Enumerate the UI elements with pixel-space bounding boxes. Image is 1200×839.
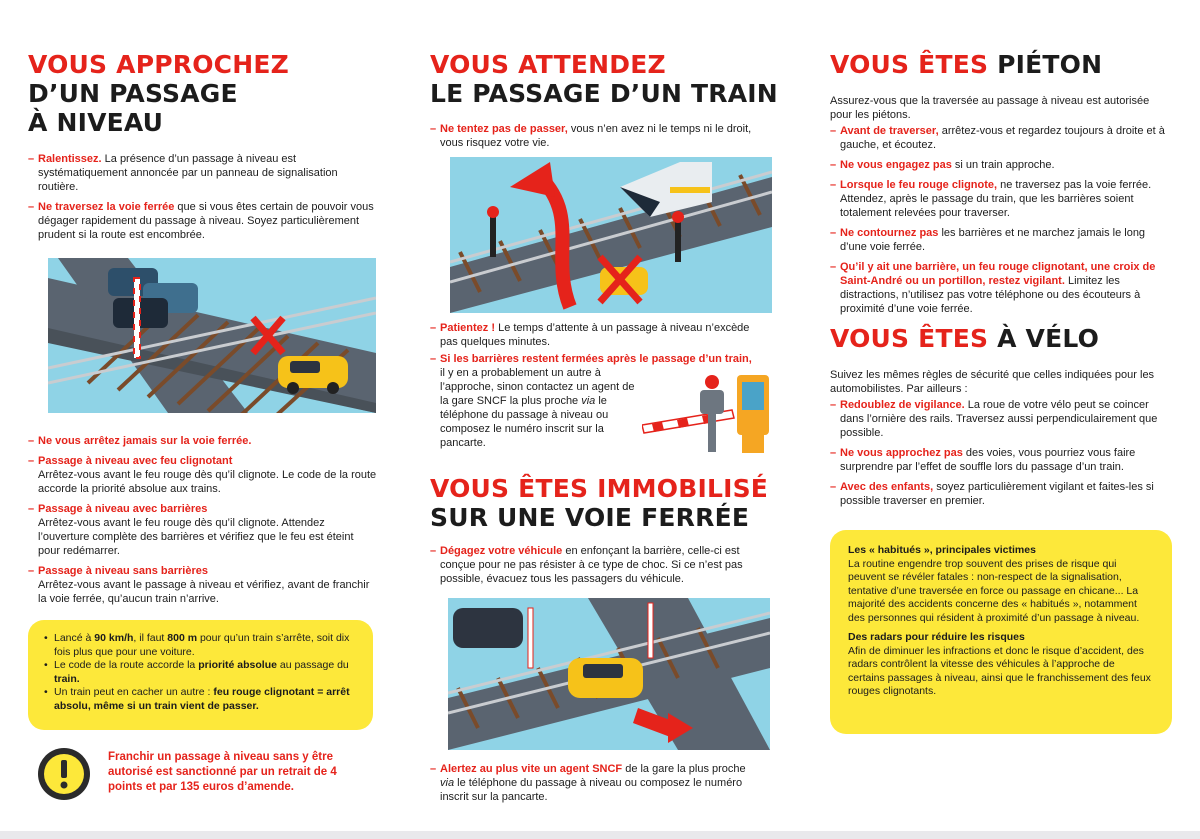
illustration-train-approaching	[450, 157, 772, 313]
title-pedestrian: VOUS ÊTES PIÉTON	[830, 50, 1103, 79]
list-item: – Redoublez de vigilance. La roue de votre vélo peut se coincer dans l’ornière des rails. Traversez aussi perpendiculairement que possible.	[830, 398, 1170, 440]
radars-heading: Des radars pour réduire les risques	[848, 631, 1025, 643]
approach-top-list	[28, 146, 378, 242]
list-item: – Qu’il y ait une barrière, un feu rouge clignotant, une croix de Saint-André ou un portillon, restez vigilant. Limitez les distractions, n’utilisez pas votre téléphone ou des écouteurs à proximité d’une voie ferrée.	[830, 260, 1170, 316]
list-item: – Ralentissez. La présence d’un passage à niveau est systématiquement annoncée par un panneau de signalisation routière.	[28, 152, 378, 194]
title-stuck: VOUS ÊTES IMMOBILISÉ SUR UNE VOIE FERRÉE	[430, 474, 769, 532]
list-item: – Alertez au plus vite un agent SNCF de la gare la plus proche via le téléphone du passage à niveau ou composez le numéro inscrit sur la pancarte.	[430, 762, 760, 804]
warning-icon	[36, 746, 92, 802]
title-waiting: VOUS ATTENDEZ LE PASSAGE D’UN TRAIN	[430, 50, 778, 108]
cyclist-section	[830, 362, 1170, 508]
waiting-list-2	[430, 315, 760, 349]
list-item: – Ne vous arrêtez jamais sur la voie ferrée.	[28, 434, 378, 448]
fact-bullet: • Lancé à 90 km/h, il faut 800 m pour qu’un train s’arrête, soit dix fois plus que pour une voiture.	[44, 632, 357, 659]
title-approach	[28, 50, 368, 137]
radars-text: Afin de diminuer les infractions et donc le risque d’accident, des radars contrôlent la vitesse des véhicules à l’approche de certains passages à niveau, ainsi que le franchissement des feux rouges clignotants.	[848, 644, 1151, 697]
pedestrian-intro: Assurez-vous que la traversée au passage à niveau est autorisée pour les piétons.	[830, 95, 1150, 121]
title-approach-red: VOUS APPROCHEZ	[28, 50, 289, 79]
illustration-car-breaking-barrier	[448, 598, 770, 750]
key-facts-box	[28, 620, 373, 730]
bottom-strip	[0, 831, 1200, 839]
list-item: – Dégagez votre véhicule en enfonçant la barrière, celle-ci est conçue pour ne pas résister à ce type de choc. Si ce n’est pas possible, évacuez tous les passagers du véhicule.	[430, 544, 775, 586]
list-item: – Lorsque le feu rouge clignote, ne traversez pas la voie ferrée. Attendez, après le passage du train, que les barrières soient totalement relevées pour traverser.	[830, 178, 1170, 220]
title-approach-dark-1: D’UN PASSAGE	[28, 79, 238, 108]
fact-bullet: • Un train peut en cacher un autre : feu rouge clignotant = arrêt absolu, même si un train vient de passer.	[44, 686, 357, 713]
list-item: – Passage à niveau avec barrières Arrêtez-vous avant le feu rouge dès qu’il clignote. Attendez l’ouverture complète des barrières et vérifiez que le feu est éteint pour redémarrer.	[28, 502, 378, 558]
list-item: – Si les barrières restent fermées après le passage d’un train,il y en a probablement un autre à l’approche, sinon contactez un agent de la gare SNCF la plus proche via le téléphone du passage à niveau ou composez le numéro inscrit sur la pancarte.	[430, 352, 760, 450]
list-item: – Patientez ! Le temps d’attente à un passage à niveau n’excède pas quelques minutes.	[430, 321, 760, 349]
list-item: – Ne contournez pas les barrières et ne marchez jamais le long d’une voie ferrée.	[830, 226, 1170, 254]
stuck-list-2	[430, 756, 760, 804]
list-item: – Avec des enfants, soyez particulièrement vigilant et faites-les si possible traverser en premier.	[830, 480, 1170, 508]
list-item: – Avant de traverser, arrêtez-vous et regardez toujours à droite et à gauche, et écoutez.	[830, 124, 1170, 152]
stuck-list-1	[430, 538, 775, 586]
cyclist-intro: Suivez les mêmes règles de sécurité que celles indiquées pour les automobilistes. Par ailleurs :	[830, 369, 1155, 395]
list-item: – Passage à niveau avec feu clignotant Arrêtez-vous avant le feu rouge dès qu’il clignote. Le code de la route accorde la priorité absolue aux trains.	[28, 454, 378, 496]
habitues-box	[830, 530, 1172, 734]
list-item: – Ne vous engagez pas si un train approche.	[830, 158, 1170, 172]
list-item: – Passage à niveau sans barrières Arrêtez-vous avant le passage à niveau et vérifiez, avant de franchir la voie ferrée, qu’aucun train n’arrive.	[28, 564, 378, 606]
approach-bottom-list	[28, 428, 378, 606]
illustration-crossing-cars	[48, 258, 376, 413]
pedestrian-section	[830, 88, 1170, 316]
illustration-barrier-phone	[642, 370, 772, 455]
title-cyclist: VOUS ÊTES À VÉLO	[830, 324, 1100, 353]
habitues-heading: Les « habitués », principales victimes	[848, 544, 1036, 556]
list-item: – Ne vous approchez pas des voies, vous pourriez vous faire surprendre par l’effet de souffle lors du passage d’un train.	[830, 446, 1170, 474]
list-item: – Ne traversez la voie ferrée que si vous êtes certain de pouvoir vous dégager rapidement du passage à niveau. Soyez particulièrement prudent si la route est encombrée.	[28, 200, 378, 242]
fact-bullet: • Le code de la route accorde la priorité absolue au passage du train.	[44, 659, 357, 686]
habitues-text: La routine engendre trop souvent des prises de risque qui peuvent se révéler fatales : non-respect de la signalisation, tentative d’une traversée en force ou passage en chicane... La majorité des accidents concerne des « habitués », notamment des personnes qui résident à proximité d’un passage à niveau.	[848, 557, 1140, 624]
list-item: – Ne tentez pas de passer, vous n’en avez ni le temps ni le droit, vous risquez votre vie.	[430, 122, 775, 150]
title-approach-dark-2: À NIVEAU	[28, 108, 164, 137]
warning-text: Franchir un passage à niveau sans y être autorisé est sanctionné par un retrait de 4 points et par 135 euros d’amende.	[108, 751, 337, 793]
waiting-list-1	[430, 116, 775, 150]
